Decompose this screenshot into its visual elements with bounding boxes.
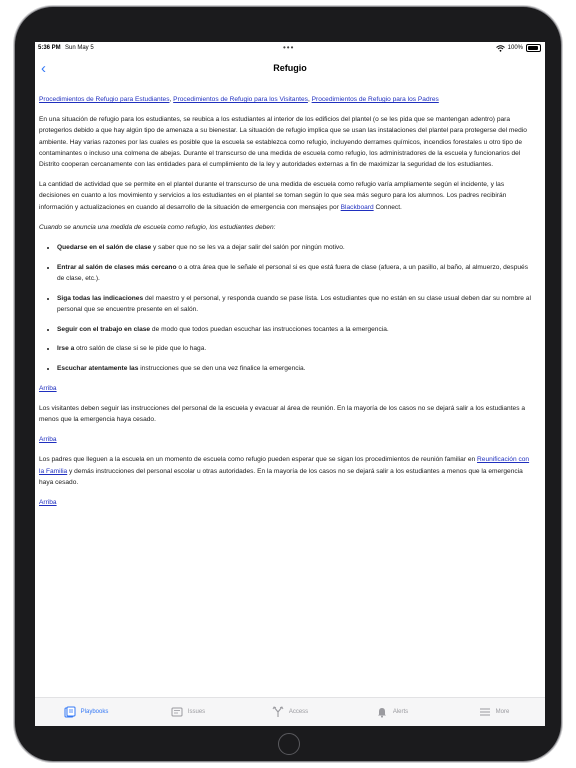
list-item: • Siga todas las indicaciones del maestro y el personal, y responda cuando se pase lista. Los estudiantes que no están en su clase usual deben dar su nombre al personal que se encuentre presente en el salón. (57, 293, 534, 315)
tab-issues[interactable]: Issues (137, 698, 239, 726)
back-to-top-link-2: Arriba (39, 436, 57, 444)
link-students-procedures[interactable]: Procedimientos de Refugio para Estudiantes (39, 96, 170, 103)
battery-icon (526, 44, 541, 52)
students-intro: Cuando se anuncia una medida de escuela como refugio, los estudiantes deben: (39, 223, 276, 231)
issues-icon (171, 706, 183, 718)
link-blackboard[interactable]: Blackboard (340, 203, 374, 211)
tab-more[interactable]: More (443, 698, 545, 726)
back-to-top-link-1: Arriba (39, 384, 57, 392)
list-item: • Quedarse en el salón de clase y saber que no se les va a dejar salir del salón por ningún motivo. (57, 242, 534, 253)
navigation-bar (35, 56, 545, 82)
link-family-reunification[interactable]: Reunificación con la Familia (39, 456, 530, 475)
access-icon (272, 706, 284, 718)
paragraph-activity: La cantidad de actividad que se permite en el plantel durante el transcurso de una medida de escuela como refugio varía ampliamente según el incidente, y las decisiones en cuanto a los movimiento y servicios a los estudiantes en el plantel se toman según lo que sea más seguro para los alumnos. Los padres recibirán información y actualizaciones en cuando al desarrollo de la situación de emergencia con mensajes por Blackboard Connect. (39, 181, 507, 211)
tab-alerts[interactable]: Alerts (341, 698, 443, 726)
article-content (39, 94, 534, 517)
status-indicators (496, 44, 541, 52)
link-visitors-procedures[interactable]: Procedimientos de Refugio para los Visitantes (173, 96, 308, 103)
bell-icon (376, 706, 388, 718)
screen (35, 42, 545, 726)
link-parents-procedures[interactable]: Procedimientos de Refugio para los Padres (311, 96, 439, 103)
menu-icon (479, 706, 491, 718)
list-item: • Escuchar atentamente las instrucciones que se den una vez finalice la emergencia. (57, 363, 534, 374)
section-links: Procedimientos de Refugio para Estudiantes, Procedimientos de Refugio para los Visitantes, Procedimientos de Refugio para los Padres (39, 96, 439, 103)
page-title: Refugio (273, 63, 307, 73)
status-bar (35, 42, 545, 56)
tab-playbooks[interactable]: Playbooks (35, 698, 137, 726)
multitask-dots-icon[interactable]: ••• (283, 43, 295, 52)
status-time: 5:36 PM (38, 45, 61, 51)
playbooks-icon (64, 706, 76, 718)
paragraph-overview: En una situación de refugio para los estudiantes, se reubica a los estudiantes al interior de los edificios del plantel (o se les pida que se mantengan adentro) para protegerlos debido a que hay algún tipo de amenaza a su bienestar. La situación de refugio implica que se usan las instalaciones del plantel para protegerse del medio ambiente. Hay varias razones por las cuales es posible que la escuela se establezca como refugio, incluyendo derrames químicos, incendios forestales u otro tipo de contaminantes o incluso una colmena de abejas. Durante el transcurso de una medida de escuela como refugio, los administradores de la escuela y funcionarios del Distrito cooperan cercanamente con las entidades para el cumplimiento de la ley y autoridades externas a fin de maximizar la seguridad de los estudiantes. (39, 116, 527, 169)
list-item: • Entrar al salón de clases más cercano o a otra área que le señale el personal si es que está fuera de clase (afuera, a un pasillo, al baño, al almuerzo, después de clase, etc.). (57, 262, 534, 284)
status-date: Sun May 5 (65, 45, 94, 51)
paragraph-visitors: Los visitantes deben seguir las instrucciones del personal de la escuela y evacuar al área de reunión. En la mayoría de los casos no se dejará salir a los estudiantes a menos que la emergencia haya cesado. (39, 404, 526, 424)
wifi-icon (496, 45, 505, 52)
back-chevron-icon[interactable]: ‹ (41, 60, 46, 77)
students-instructions-list (39, 242, 534, 374)
paragraph-parents: Los padres que lleguen a la escuela en un momento de escuela como refugio pueden esperar que se sigan los procedimientos de reunión familiar en Reunificación con la Familia y demás instrucciones del personal escolar u otras autoridades. En la mayoría de los casos no se dejará salir a los estudiantes a menos que la emergencia haya cesado. (39, 456, 530, 486)
tab-access[interactable]: Access (239, 698, 341, 726)
home-button[interactable] (278, 733, 300, 755)
list-item: • Irse a otro salón de clase si se le pide que lo haga. (57, 343, 534, 354)
list-item: • Seguir con el trabajo en clase de modo que todos puedan escuchar las instrucciones tocantes a la emergencia. (57, 324, 534, 335)
tab-bar (35, 697, 545, 726)
battery-percent: 100% (507, 45, 523, 51)
back-to-top-link-3: Arriba (39, 499, 57, 507)
